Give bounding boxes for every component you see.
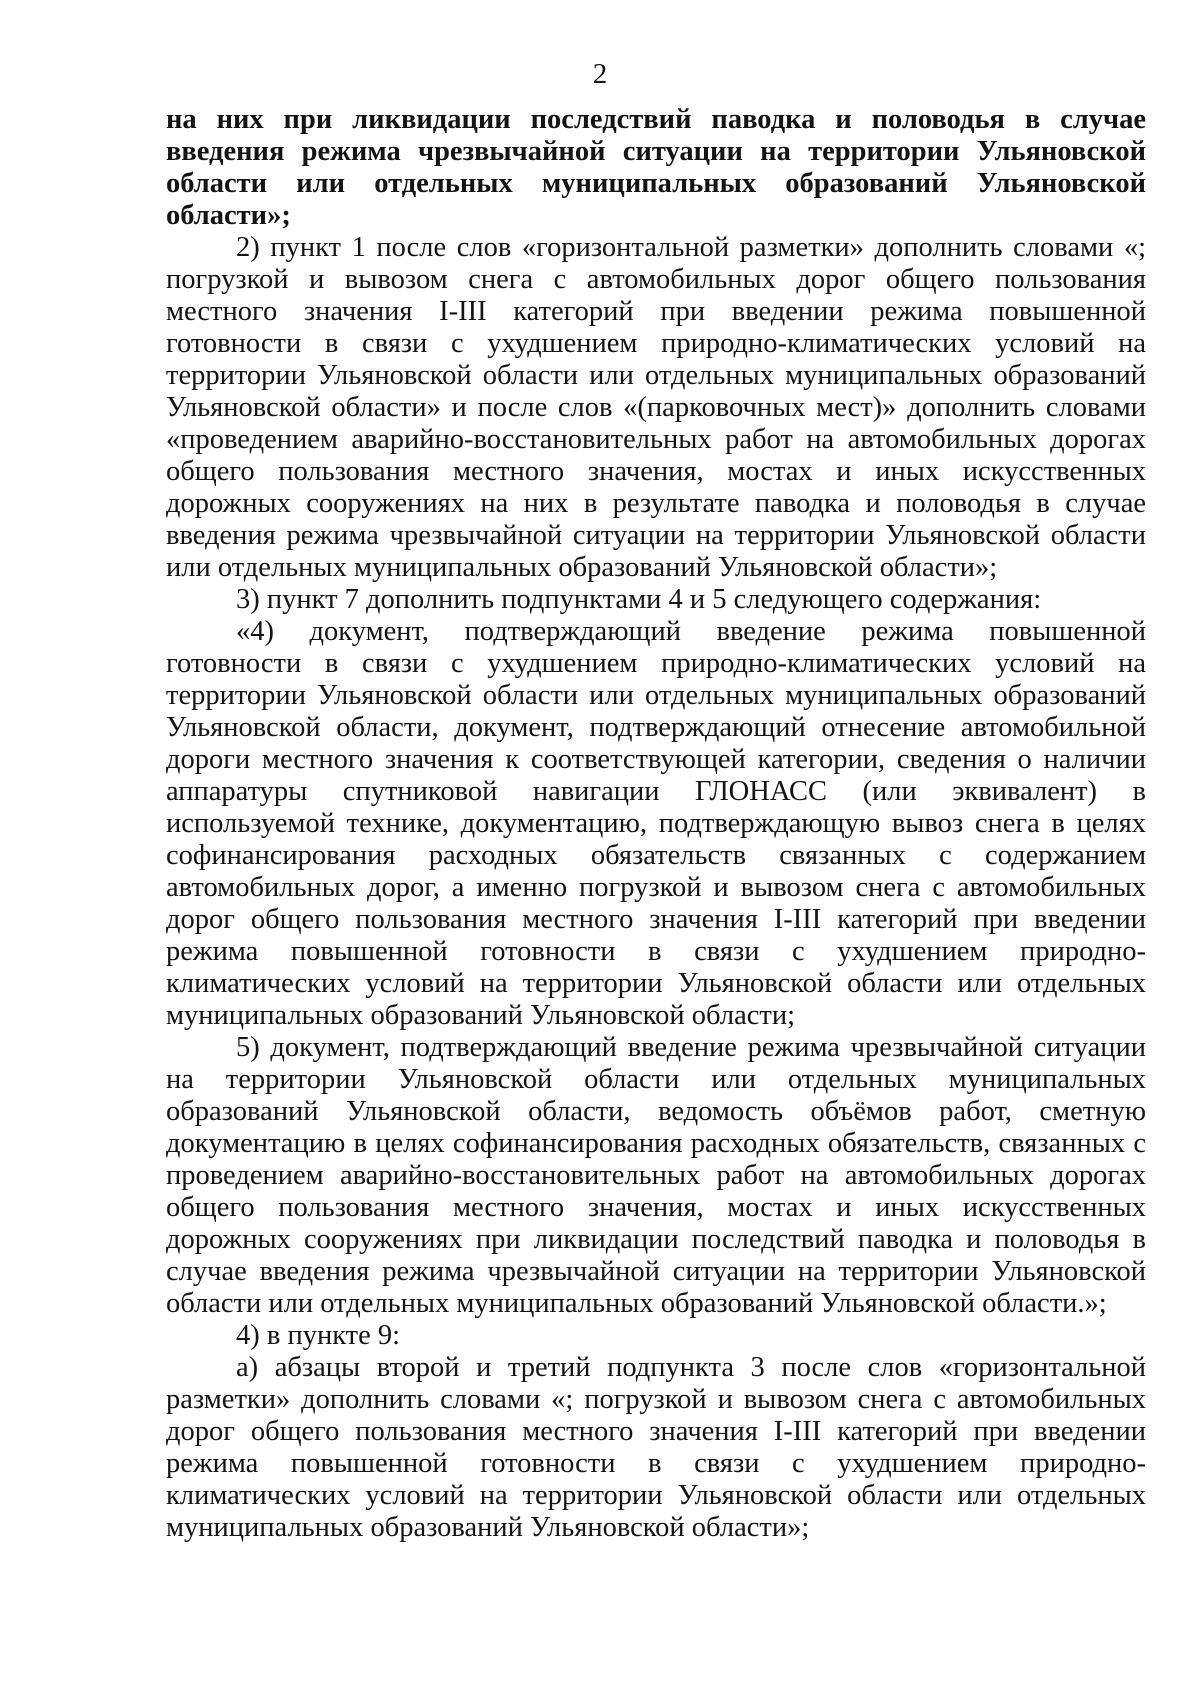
paragraph-subitem-4: «4) документ, подтверждающий введение режима повышенной готовности в связи с ухудшением природно-климатических условий на территории Ульяновской области или отдельных муниципальных образований Ульяновской области, документ, подтверждающий отнесение автомобильной дороги местного значения к соответствующей категории, сведения о наличии аппаратуры спутниковой навигации ГЛОНАСС (или эквивалент) в используемой технике, документацию, подтверждающую вывоз снега в целях софинансирования расходных обязательств связанных с содержанием автомобильных дорог, а именно погрузкой и вывозом снега с автомобильных дорог общего пользования местного значения I-III категорий при введении режима повышенной готовности в связи с ухудшением природно-климатических условий на территории Ульяновской области или отдельных муниципальных образований Ульяновской области; <box>166 616 1146 1031</box>
document-body <box>166 104 1146 1544</box>
paragraph-item-4: 4) в пункте 9: <box>236 1320 401 1351</box>
paragraph-item-4a: а) абзацы второй и третий подпункта 3 после слов «горизонтальной разметки» дополнить словами «; погрузкой и вывозом снега с автомобильных дорог общего пользования местного значения I-III категорий при введении режима повышенной готовности в связи с ухудшением природно-климатических условий на территории Ульяновской области или отдельных муниципальных образований Ульяновской области»; <box>166 1352 1146 1543</box>
paragraph-continuation: на них при ликвидации последствий паводка и половодья в случае введения режима чрезвычайной ситуации на территории Ульяновской области или отдельных муниципальных образований Ульяновской области»; <box>166 104 1146 231</box>
paragraph-item-2: 2) пункт 1 после слов «горизонтальной разметки» дополнить словами «; погрузкой и вывозом снега с автомобильных дорог общего пользования местного значения I-III категорий при введении режима повышенной готовности в связи с ухудшением природно-климатических условий на территории Ульяновской области или отдельных муниципальных образований Ульяновской области» и после слов «(парковочных мест)» дополнить словами «проведением аварийно-восстановительных работ на автомобильных дорогах общего пользования местного значения, мостах и иных искусственных дорожных сооружениях на них в результате паводка и половодья в случае введения режима чрезвычайной ситуации на территории Ульяновской области или отдельных муниципальных образований Ульяновской области»; <box>166 232 1146 583</box>
paragraph-item-3: 3) пункт 7 дополнить подпунктами 4 и 5 следующего содержания: <box>236 584 1042 615</box>
page-number: 2 <box>592 58 608 90</box>
paragraph-subitem-5: 5) документ, подтверждающий введение режима чрезвычайной ситуации на территории Ульяновской области или отдельных муниципальных образований Ульяновской области, ведомость объёмов работ, сметную документацию в целях софинансирования расходных обязательств, связанных с проведением аварийно-восстановительных работ на автомобильных дорогах общего пользования местного значения, мостах и иных искусственных дорожных сооружениях при ликвидации последствий паводка и половодья в случае введения режима чрезвычайной ситуации на территории Ульяновской области или отдельных муниципальных образований Ульяновской области.»; <box>166 1032 1146 1319</box>
